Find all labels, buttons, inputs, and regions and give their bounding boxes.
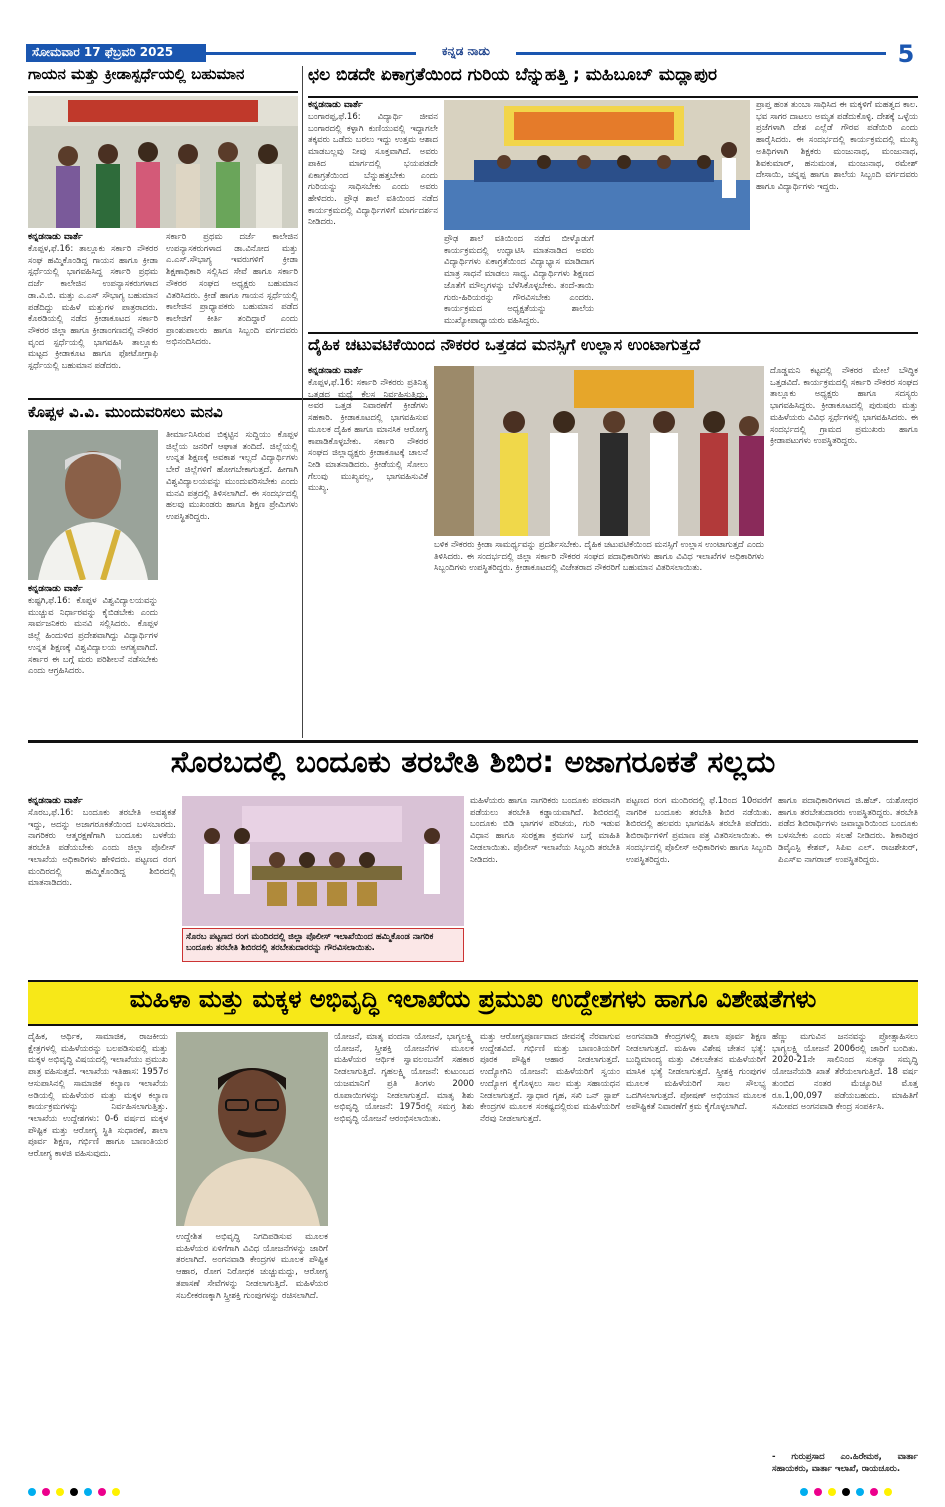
lead-headline: ಛಲ ಬಿಡದೇ ಏಕಾಗ್ರತೆಯಿಂದ ಗುರಿಯ ಬೆನ್ನುಹತ್ತಿ ; ಮಹಿಬೂಬ್ ಮದ್ಲಾಪುರ [308,66,717,85]
registration-dot [56,1488,64,1496]
sports-column-1: ಕೊಪ್ಪಳ,ಫೆ.16: ತಾಲ್ಲೂಕು ಸರ್ಕಾರಿ ನೌಕರರ ಸಂಘ ಹಮ್ಮಿಕೊಂಡಿದ್ದ ಗಾಯನ ಹಾಗೂ ಕ್ರೀಡಾ ಸ್ಪರ್ಧೆಯಲ್ಲಿ ಭಾಗವಹಿಸಿದ್ದ ಸರ್ಕಾರಿ ಪ್ರಥಮ ದರ್ಜೆ ಕಾಲೇಜಿನ ಉಪನ್ಯಾಸಕರುಗಳಾದ ಡಾ.ವಿ.ಬಿ. ಮತ್ತು ಎ.ಎಸ್ ಸೌಭಾಗ್ಯ ಬಹುಮಾನ ಪಡೆದಿದ್ದು ಮಹಿಳೆ ಮತ್ತುಗಳ ಪಾತ್ರರಾದರು. ಕೊಠಡಿಯಲ್ಲಿ ನಡೆದ ಕ್ರೀಡಾಕೂಟದ ಸರ್ಕಾರಿ ನೌಕರರ ಜಿಲ್ಲಾ ಹಾಗೂ ಕ್ರೀಡಾಂಗಣದಲ್ಲಿ ನೌಕರರ ವೃಂದ ಸ್ಪರ್ಧೆಯಲ್ಲಿ ಭಾಗವಹಿಸಿ ತಾಲ್ಲೂಕು ಮಟ್ಟದ ಕ್ರೀಡಾಕೂಟ ಹಾಗೂ ಫೋಟೋಗ್ರಾಫಿ ಸ್ಪರ್ಧೆಯಲ್ಲಿ ಬಹುಮಾನ ಪಡೆದರು. [28,244,158,372]
wcd-author-photo [176,1032,328,1226]
wcd-column-6: ಹೆಣ್ಣು ಮಗುವಿನ ಜನನವನ್ನು ಪ್ರೋತ್ಸಾಹಿಸಲು ಭಾಗ್ಯಲಕ್ಷ್ಮಿ ಯೋಜನೆ 2006ರಲ್ಲಿ ಜಾರಿಗೆ ಬಂದಿತು. 2020-21ನೇ ಸಾಲಿನಿಂದ ಸುಕನ್ಯಾ ಸಮೃದ್ಧಿ ಯೋಜನೆಯಡಿ ಖಾತೆ ತೆರೆಯಲಾಗುತ್ತಿದೆ. 18 ವರ್ಷ ತುಂಬಿದ ನಂತರ ಮೆಚ್ಯೂರಿಟಿ ಮೊತ್ತ ರೂ.1,00,097 ಪಡೆಯಬಹುದು. ಮಾಹಿತಿಗೆ ಸಮೀಪದ ಅಂಗನವಾಡಿ ಕೇಂದ್ರ ಸಂಪರ್ಕಿಸಿ. [772,1032,918,1113]
health-column-1: ಕೊಪ್ಪಳ,ಫೆ.16: ಸರ್ಕಾರಿ ನೌಕರರು ಪ್ರತಿನಿತ್ಯ ಒತ್ತಡದ ಮಧ್ಯೆ ಕೆಲಸ ನಿರ್ವಹಿಸುತ್ತಿದ್ದು, ಅವರ ಒತ್ತಡ ನಿವಾರಣೆಗೆ ಕ್ರೀಡೆಗಳು ಸಹಕಾರಿ. ಕ್ರೀಡಾಕೂಟದಲ್ಲಿ ಭಾಗವಹಿಸುವ ಮೂಲಕ ದೈಹಿಕ ಹಾಗೂ ಮಾನಸಿಕ ಆರೋಗ್ಯ ಕಾಪಾಡಿಕೊಳ್ಳಬೇಕು. ಸರ್ಕಾರಿ ನೌಕರರ ಸಂಘದ ಜಿಲ್ಲಾಧ್ಯಕ್ಷರು ಕ್ರೀಡಾಕೂಟಕ್ಕೆ ಚಾಲನೆ ನೀಡಿ ಮಾತನಾಡಿದರು. ಕ್ರೀಡೆಯಲ್ಲಿ ಸೋಲು ಗೆಲುವು ಮುಖ್ಯವಲ್ಲ, ಭಾಗವಹಿಸುವಿಕೆ ಮುಖ್ಯ. [308,378,428,494]
health-column-2: ಬಳಿಕ ನೌಕರರು ಕ್ರೀಡಾ ಸಾಮರ್ಥ್ಯವನ್ನು ಪ್ರದರ್ಶಿಸಬೇಕು. ದೈಹಿಕ ಚಟುವಟಿಕೆಯಿಂದ ಮನಸ್ಸಿಗೆ ಉಲ್ಲಾಸ ಉಂಟಾಗುತ್ತದೆ ಎಂದು ತಿಳಿಸಿದರು. ಈ ಸಂದರ್ಭದಲ್ಲಿ ಜಿಲ್ಲಾ ಸರ್ಕಾರಿ ನೌಕರರ ಸಂಘದ ಪದಾಧಿಕಾರಿಗಳು ಹಾಗೂ ವಿವಿಧ ಇಲಾಖೆಗಳ ಅಧಿಕಾರಿಗಳು ಸಿಬ್ಬಂದಿಗಳು ಉಪಸ್ಥಿತರಿದ್ದರು. ಕ್ರೀಡಾಕೂಟದಲ್ಲಿ ವಿಜೇತರಾದ ನೌಕರರಿಗೆ ಬಹುಮಾನ ವಿತರಿಸಲಾಯಿತು. [434,540,764,574]
wcd-column-5: ಅಂಗನವಾಡಿ ಕೇಂದ್ರಗಳಲ್ಲಿ ಶಾಲಾ ಪೂರ್ವ ಶಿಕ್ಷಣ ನೀಡಲಾಗುತ್ತದೆ. ಮಹಿಳಾ ವಿಶೇಷ ಚೇತನ ಭತ್ಯೆ: ಬುದ್ಧಿಮಾಂದ್ಯ ಮತ್ತು ವಿಕಲಚೇತನ ಮಹಿಳೆಯರಿಗೆ ಮಾಸಿಕ ಭತ್ಯೆ ನೀಡಲಾಗುತ್ತದೆ. ಸ್ತ್ರೀಶಕ್ತಿ ಗುಂಪುಗಳ ಮೂಲಕ ಮಹಿಳೆಯರಿಗೆ ಸಾಲ ಸೌಲಭ್ಯ ಒದಗಿಸಲಾಗುತ್ತದೆ. ಪೋಷಣ್ ಅಭಿಯಾನ ಮೂಲಕ ಅಪೌಷ್ಟಿಕತೆ ನಿವಾರಣೆಗೆ ಕ್ರಮ ಕೈಗೊಳ್ಳಲಾಗಿದೆ. [626,1032,766,1113]
wcd-signature: - ಗುರುಪ್ರಸಾದ ಎಂ.ಹಿರೇಮಠ, ವಾರ್ತಾ ಸಹಾಯಕರು, ವಾರ್ತಾ ಇಲಾಖೆ, ರಾಯಚೂರು. [772,1452,918,1474]
registration-marks-left [28,1488,148,1498]
training-photo-caption: ಸೊರಬ ಪಟ್ಟಣದ ರಂಗ ಮಂದಿರದಲ್ಲಿ ಜಿಲ್ಲಾ ಪೊಲೀಸ್ ಇಲಾಖೆಯಿಂದ ಹಮ್ಮಿಕೊಂಡ ನಾಗರಿಕ ಬಂದೂಕು ತರಬೇತಿ ಶಿಬಿರದಲ್ಲಿ ತರಬೇತುದಾರರನ್ನು ಗೌರವಿಸಲಾಯಿತು. [182,928,464,962]
wcd-column-1: ದೈಹಿಕ, ಆರ್ಥಿಕ, ಸಾಮಾಜಿಕ, ರಾಜಕೀಯ ಕ್ಷೇತ್ರಗಳಲ್ಲಿ ಮಹಿಳೆಯರನ್ನು ಬಲಪಡಿಸುವಲ್ಲಿ ಮತ್ತು ಮಕ್ಕಳ ಅಭಿವೃದ್ಧಿ ವಿಷಯದಲ್ಲಿ ಇಲಾಖೆಯು ಪ್ರಮುಖ ಪಾತ್ರ ವಹಿಸುತ್ತದೆ. ಇಲಾಖೆಯ ಇತಿಹಾಸ: 1957ರ ಆಸುಪಾಸಿನಲ್ಲಿ ಸಾಮಾಜಿಕ ಕಲ್ಯಾಣ ಇಲಾಖೆಯ ಅಡಿಯಲ್ಲಿ ಮಹಿಳೆಯರ ಮತ್ತು ಮಕ್ಕಳ ಕಲ್ಯಾಣ ಕಾರ್ಯಕ್ರಮಗಳನ್ನು ನಿರ್ವಹಿಸಲಾಗುತ್ತಿತ್ತು. ಇಲಾಖೆಯ ಉದ್ದೇಶಗಳು: 0-6 ವರ್ಷದ ಮಕ್ಕಳ ಪೌಷ್ಟಿಕ ಮತ್ತು ಆರೋಗ್ಯ ಸ್ಥಿತಿ ಸುಧಾರಣೆ, ಶಾಲಾ ಪೂರ್ವ ಶಿಕ್ಷಣ, ಗರ್ಭಿಣಿ ಹಾಗೂ ಬಾಣಂತಿಯರ ಆರೋಗ್ಯ ಕಾಳಜಿ ವಹಿಸುವುದು. [28,1032,168,1160]
registration-dot [814,1488,822,1496]
masthead-rule [206,52,886,55]
koppal-byline: ಕನ್ನಡನಾಡು ವಾರ್ತೆ [28,584,83,594]
masthead-date: ಸೋಮವಾರ 17 ಫೆಬ್ರವರಿ 2025 [26,44,206,62]
registration-dot [800,1488,808,1496]
registration-dot [70,1488,78,1496]
health-headline: ದೈಹಿಕ ಚಟುವಟಿಕೆಯಿಂದ ನೌಕರರ ಒತ್ತಡದ ಮನಸ್ಸಿಗೆ ಉಲ್ಲಾಸ ಉಂಟಾಗುತ್ತದೆ [308,336,701,354]
koppal-headline: ಕೊಪ್ಪಳ ವಿ.ವಿ. ಮುಂದುವರಿಸಲು ಮನವಿ [28,404,223,421]
lead-byline: ಕನ್ನಡನಾಡು ವಾರ್ತೆ [308,100,363,110]
registration-dot [828,1488,836,1496]
column-divider-left [302,66,303,738]
training-photo [182,796,464,926]
health-photo [434,366,764,536]
lead-column-2: ಪ್ರೌಢ ಶಾಲೆ ವತಿಯಿಂದ ನಡೆದ ಬೀಳ್ಕೊಡುಗೆ ಕಾರ್ಯಕ್ರಮದಲ್ಲಿ ಉದ್ಘಾಟಿಸಿ ಮಾತನಾಡಿದ ಅವರು ವಿದ್ಯಾರ್ಥಿಗಳು ಏಕಾಗ್ರತೆಯಿಂದ ವಿದ್ಯಾಭ್ಯಾಸ ಮಾಡಿದಾಗ ಮಾತ್ರ ಸಾಧನೆ ಮಾಡಲು ಸಾಧ್ಯ. ವಿದ್ಯಾರ್ಥಿಗಳು ಶಿಕ್ಷಣದ ಜೊತೆಗೆ ಮೌಲ್ಯಗಳನ್ನು ಬೆಳೆಸಿಕೊಳ್ಳಬೇಕು. ತಂದೆ-ತಾಯಿ ಗುರು-ಹಿರಿಯರನ್ನು ಗೌರವಿಸಬೇಕು ಎಂದರು. ಕಾರ್ಯಕ್ರಮದ ಅಧ್ಯಕ್ಷತೆಯನ್ನು ಶಾಲೆಯ ಮುಖ್ಯೋಪಾಧ್ಯಾಯರು ವಹಿಸಿದ್ದರು. [444,234,594,327]
sports-byline: ಕನ್ನಡನಾಡು ವಾರ್ತೆ [28,232,83,242]
sports-column-2: ಸರ್ಕಾರಿ ಪ್ರಥಮ ದರ್ಜೆ ಕಾಲೇಜಿನ ಉಪನ್ಯಾಸಕರುಗಳಾದ ಡಾ.ವಿನೋದ ಮತ್ತು ಎ.ಎಸ್.ಸೌಭಾಗ್ಯ ಇವರುಗಳಿಗೆ ಕ್ರೀಡಾ ಶಿಕ್ಷಣಾಧಿಕಾರಿ ಸಲ್ಲಿಸಿದ ಸೇವೆ ಹಾಗೂ ಸರ್ಕಾರಿ ನೌಕರರ ಸಂಘದ ಅಧ್ಯಕ್ಷರು ಬಹುಮಾನ ವಿತರಿಸಿದರು. ಕ್ರೀಡೆ ಹಾಗೂ ಗಾಯನ ಸ್ಪರ್ಧೆಯಲ್ಲಿ ಕಾಲೇಜಿನ ಪ್ರಾಧ್ಯಾಪಕರು ಬಹುಮಾನ ಪಡೆದ ಕಾಲೇಜಿಗೆ ಕೀರ್ತಿ ತಂದಿದ್ದಾರೆ ಎಂದು ಪ್ರಾಂಶುಪಾಲರು ಹಾಗೂ ಸಿಬ್ಬಂದಿ ವರ್ಗದವರು ಅಭಿನಂದಿಸಿದರು. [166,232,298,348]
koppal-column-1: ಕುಷ್ಟಗಿ,ಫೆ.16: ಕೊಪ್ಪಳ ವಿಶ್ವವಿದ್ಯಾಲಯವನ್ನು ಮುಚ್ಚುವ ನಿರ್ಧಾರವನ್ನು ಕೈಬಿಡಬೇಕು ಎಂದು ಸಾರ್ವಜನಿಕರು ಮನವಿ ಸಲ್ಲಿಸಿದರು. ಕೊಪ್ಪಳ ಜಿಲ್ಲೆ ಹಿಂದುಳಿದ ಪ್ರದೇಶವಾಗಿದ್ದು ವಿದ್ಯಾರ್ಥಿಗಳ ಉನ್ನತ ಶಿಕ್ಷಣಕ್ಕೆ ವಿಶ್ವವಿದ್ಯಾಲಯ ಅಗತ್ಯವಾಗಿದೆ. ಸರ್ಕಾರ ಈ ಬಗ್ಗೆ ಮರು ಪರಿಶೀಲನೆ ನಡೆಸಬೇಕು ಎಂದು ಆಗ್ರಹಿಸಿದರು. [28,596,158,677]
wcd-headline: ಮಹಿಳಾ ಮತ್ತು ಮಕ್ಕಳ ಅಭಿವೃದ್ಧಿ ಇಲಾಖೆಯ ಪ್ರಮುಖ ಉದ್ದೇಶಗಳು ಹಾಗೂ ವಿಶೇಷತೆಗಳು [129,986,817,1013]
registration-dot [870,1488,878,1496]
sports-photo [28,96,298,228]
lead-column-3: ಪ್ರಾಪ್ತ ಹಂತ ತುಂಬಾ ಸಾಧಿಸಿದ ಈ ಮಕ್ಕಳಿಗೆ ಮಹತ್ವದ ಕಾಲ. ಭವ ಸಾಗರ ದಾಟಲು ಅಮೃತ ಪಡೆದುಕೊಳ್ಳಿ. ದೇಶಕ್ಕೆ ಒಳ್ಳೆಯ ಪ್ರಜೆಗಳಾಗಿ ದೇಶ ಎಲ್ಲೆಡೆ ಗೌರವ ಪಡೆಯಿರಿ ಎಂದು ಹಾರೈಸಿದರು. ಈ ಸಂದರ್ಭದಲ್ಲಿ ಕಾರ್ಯಕ್ರಮದಲ್ಲಿ ಮುಖ್ಯ ಅತಿಥಿಗಳಾಗಿ ಶಿಕ್ಷಕರು ಮಂಜುನಾಥ, ಮಂಜುನಾಥ, ಶಿವಕುಮಾರ್, ಹನುಮಂತ, ಮಂಜುನಾಥ, ರಮೇಶ್ ದೇಸಾಯಿ, ಚನ್ನಪ್ಪ ಹಾಗೂ ಶಾಲೆಯ ಸಿಬ್ಬಂದಿ ವರ್ಗದವರು ಹಾಗೂ ವಿದ್ಯಾರ್ಥಿಗಳು ಇದ್ದರು. [756,100,918,193]
registration-dot [112,1488,120,1496]
training-column-2: ಮಹಿಳೆಯರು ಹಾಗೂ ನಾಗರಿಕರು ಬಂದೂಕು ಪರವಾನಗಿ ಪಡೆಯಲು ತರಬೇತಿ ಕಡ್ಡಾಯವಾಗಿದೆ. ಶಿಬಿರದಲ್ಲಿ ಬಂದೂಕು ಬಿಡಿ ಭಾಗಗಳ ಪರಿಚಯ, ಗುರಿ ಇಡುವ ವಿಧಾನ ಹಾಗೂ ಸುರಕ್ಷತಾ ಕ್ರಮಗಳ ಬಗ್ಗೆ ಮಾಹಿತಿ ನೀಡಲಾಯಿತು. ಪೊಲೀಸ್ ಇಲಾಖೆಯ ಸಿಬ್ಬಂದಿ ತರಬೇತಿ ನೀಡಿದರು. [470,796,620,865]
wcd-column-2: ಉದ್ದೇಶಿತ ಅಭಿವೃದ್ಧಿ ನಿಗದಿಪಡಿಸುವ ಮೂಲಕ ಮಹಿಳೆಯರ ಏಳಿಗೆಗಾಗಿ ವಿವಿಧ ಯೋಜನೆಗಳನ್ನು ಜಾರಿಗೆ ತರಲಾಗಿದೆ. ಅಂಗನವಾಡಿ ಕೇಂದ್ರಗಳ ಮೂಲಕ ಪೌಷ್ಟಿಕ ಆಹಾರ, ರೋಗ ನಿರೋಧಕ ಚುಚ್ಚುಮದ್ದು, ಆರೋಗ್ಯ ತಪಾಸಣೆ ಸೇವೆಗಳನ್ನು ನೀಡಲಾಗುತ್ತಿದೆ. ಮಹಿಳೆಯರ ಸಬಲೀಕರಣಕ್ಕಾಗಿ ಸ್ತ್ರೀಶಕ್ತಿ ಗುಂಪುಗಳನ್ನು ರಚಿಸಲಾಗಿದೆ. [176,1232,328,1301]
health-column-3: ದೊಡ್ಡಮನಿ ಕಟ್ಟದಲ್ಲಿ ನೌಕರರ ಮೇಲೆ ಬೌದ್ಧಿಕ ಒತ್ತಡವಿದೆ. ಕಾರ್ಯಕ್ರಮದಲ್ಲಿ ಸರ್ಕಾರಿ ನೌಕರರ ಸಂಘದ ತಾಲ್ಲೂಕು ಅಧ್ಯಕ್ಷರು ಹಾಗೂ ಸದಸ್ಯರು ಭಾಗವಹಿಸಿದ್ದರು. ಕ್ರೀಡಾಕೂಟದಲ್ಲಿ ಪುರುಷರು ಮತ್ತು ಮಹಿಳೆಯರು ವಿವಿಧ ಸ್ಪರ್ಧೆಗಳಲ್ಲಿ ಭಾಗವಹಿಸಿದರು. ಈ ಸಂದರ್ಭದಲ್ಲಿ ಗ್ರಾಮದ ಪ್ರಮುಖರು ಹಾಗೂ ಕ್ರೀಡಾಪಟುಗಳು ಉಪಸ್ಥಿತರಿದ್ದರು. [770,366,918,447]
registration-dot [98,1488,106,1496]
masthead-paper-name: ಕನ್ನಡ ನಾಡು [416,44,516,62]
lead-column-1: ಬಂಗಾರಪ್ಪ,ಫೆ.16: ವಿದ್ಯಾರ್ಥಿ ಜೀವನ ಬಂಗಾರದಲ್ಲಿ ಕಳ್ಳಾಗಿ ಕುಣಿಯುವಲ್ಲಿ ಇದ್ದಾಗಲೇ ತಕ್ಕವರು ಒಡೆದು ಬರಲು ಇದ್ದು ಉತ್ತಮ ಆಶಾದ ಮಾಡಬಲ್ಲವು ನೀವು ಸೂಕ್ತವಾಗಿದೆ. ಅವರು ಪಾಕಿದ ಮಾರ್ಗದಲ್ಲಿ ಭಯಪಡದೇ ಏಕಾಗ್ರತೆಯಿಂದ ಬೆನ್ನುಹತ್ತಬೇಕು ಎಂದು ಗುರಿಯನ್ನು ಸಾಧಿಸಬೇಕು ಎಂದು ಅವರು ಹೇಳಿದರು. ಪ್ರೌಢ ಶಾಲೆ ವತಿಯಿಂದ ನಡೆದ ಕಾರ್ಯಕ್ರಮದಲ್ಲಿ ವಿದ್ಯಾರ್ಥಿಗಳಿಗೆ ಮಾರ್ಗದರ್ಶನ ನೀಡಿದರು. [308,112,438,228]
wcd-column-3: ಯೋಜನೆ, ಮಾತೃ ವಂದನಾ ಯೋಜನೆ, ಭಾಗ್ಯಲಕ್ಷ್ಮಿ ಯೋಜನೆ, ಸ್ತ್ರೀಶಕ್ತಿ ಯೋಜನೆಗಳ ಮೂಲಕ ಮಹಿಳೆಯರ ಆರ್ಥಿಕ ಸ್ವಾವಲಂಬನೆಗೆ ಸಹಕಾರ ನೀಡಲಾಗುತ್ತಿದೆ. ಗೃಹಲಕ್ಷ್ಮಿ ಯೋಜನೆ: ಕುಟುಂಬದ ಯಜಮಾನಿಗೆ ಪ್ರತಿ ತಿಂಗಳು 2000 ರೂಪಾಯಿಗಳನ್ನು ನೀಡಲಾಗುತ್ತದೆ. ಮಾತೃ ಶಿಶು ಅಭಿವೃದ್ಧಿ ಯೋಜನೆ: 1975ರಲ್ಲಿ ಸಮಗ್ರ ಶಿಶು ಅಭಿವೃದ್ಧಿ ಯೋಜನೆ ಆರಂಭಿಸಲಾಯಿತು. [334,1032,474,1125]
registration-marks-right [800,1488,920,1498]
training-top-rule [28,740,918,743]
lead-photo [444,100,750,230]
registration-dot [842,1488,850,1496]
registration-dot [856,1488,864,1496]
registration-dot [42,1488,50,1496]
koppal-portrait-photo [28,430,158,580]
training-byline: ಕನ್ನಡನಾಡು ವಾರ್ತೆ [28,796,83,806]
registration-dot [28,1488,36,1496]
sports-rule [28,91,298,93]
training-column-4: ಹಾಗೂ ಪದಾಧಿಕಾರಿಗಳಾದ ಜಿ.ಹೆಚ್. ಯಶೋಧರ ಹಾಗೂ ತರಬೇತುದಾರರು ಉಪಸ್ಥಿತರಿದ್ದರು. ತರಬೇತಿ ಪಡೆದ ಶಿಬಿರಾರ್ಥಿಗಳು ಜವಾಬ್ದಾರಿಯಿಂದ ಬಂದೂಕು ಬಳಸಬೇಕು ಎಂದು ಸಲಹೆ ನೀಡಿದರು. ಶಿಕಾರಿಪುರ ಡಿವೈಎಸ್ಪಿ ಕೇಶವ್, ಸಿಪಿಐ ಎಲ್. ರಾಜಶೇಖರ್, ಪಿಎಸ್ಐ ನಾಗರಾಜ್ ಉಪಸ್ಥಿತರಿದ್ದರು. [778,796,918,865]
page-number: 5 [897,40,915,68]
health-top-rule [308,332,918,334]
sports-headline: ಗಾಯನ ಮತ್ತು ಕ್ರೀಡಾಸ್ಪರ್ಧೆಯಲ್ಲಿ ಬಹುಮಾನ [28,66,245,83]
training-column-3: ಪಟ್ಟಣದ ರಂಗ ಮಂದಿರದಲ್ಲಿ ಫೆ.1ರಿಂದ 10ರವರೆಗೆ ನಾಗರಿಕ ಬಂದೂಕು ತರಬೇತಿ ಶಿಬಿರ ನಡೆಯಿತು. ಶಿಬಿರದಲ್ಲಿ ಹಲವರು ಭಾಗವಹಿಸಿ ತರಬೇತಿ ಪಡೆದರು. ಶಿಬಿರಾರ್ಥಿಗಳಿಗೆ ಪ್ರಮಾಣ ಪತ್ರ ವಿತರಿಸಲಾಯಿತು. ಈ ಸಂದರ್ಭದಲ್ಲಿ ಪೊಲೀಸ್ ಅಧಿಕಾರಿಗಳು ಹಾಗೂ ಸಿಬ್ಬಂದಿ ಉಪಸ್ಥಿತರಿದ್ದರು. [626,796,772,865]
registration-dot [84,1488,92,1496]
koppal-column-2: ತೀರ್ಮಾನಿಸಿರುವ ಬಿಕ್ಕಟ್ಟಿನ ಸುದ್ದಿಯು ಕೊಪ್ಪಳ ಜಿಲ್ಲೆಯ ಜನರಿಗೆ ಆಘಾತ ತಂದಿದೆ. ಜಿಲ್ಲೆಯಲ್ಲಿ ಉನ್ನತ ಶಿಕ್ಷಣಕ್ಕೆ ಅವಕಾಶ ಇಲ್ಲದೆ ವಿದ್ಯಾರ್ಥಿಗಳು ಬೇರೆ ಜಿಲ್ಲೆಗಳಿಗೆ ಹೋಗಬೇಕಾಗುತ್ತದೆ. ಹೀಗಾಗಿ ವಿಶ್ವವಿದ್ಯಾಲಯವನ್ನು ಮುಂದುವರಿಸಬೇಕು ಎಂದು ಮನವಿ ಪತ್ರದಲ್ಲಿ ತಿಳಿಸಲಾಗಿದೆ. ಈ ಸಂದರ್ಭದಲ್ಲಿ ಹಲವು ಮುಖಂಡರು ಹಾಗೂ ಶಿಕ್ಷಣ ಪ್ರೇಮಿಗಳು ಉಪಸ್ಥಿತರಿದ್ದರು. [166,430,298,523]
lead-rule [308,96,918,98]
training-column-1: ಸೊರಬ,ಫೆ.16: ಬಂದೂಕು ತರಬೇತಿ ಅವಶ್ಯಕತೆ ಇದ್ದು, ಅದನ್ನು ಅಜಾಗರೂಕತೆಯಿಂದ ಬಳಸಬಾರದು. ನಾಗರಿಕರು ಆತ್ಮರಕ್ಷಣೆಗಾಗಿ ಬಂದೂಕು ಬಳಕೆಯ ತರಬೇತಿ ಪಡೆಯಬೇಕು ಎಂದು ಜಿಲ್ಲಾ ಪೊಲೀಸ್ ಇಲಾಖೆಯ ಅಧಿಕಾರಿಗಳು ಹೇಳಿದರು. ಪಟ್ಟಣದ ರಂಗ ಮಂದಿರದಲ್ಲಿ ಹಮ್ಮಿಕೊಂಡಿದ್ದ ಶಿಬಿರದಲ್ಲಿ ಮಾತನಾಡಿದರು. [28,808,176,889]
registration-dot [884,1488,892,1496]
wcd-column-4: ಮತ್ತು ಆರೋಗ್ಯಪೂರ್ಣವಾದ ಜೀವನಕ್ಕೆ ನೆರವಾಗುವ ಉದ್ದೇಶವಿದೆ. ಗರ್ಭಿಣಿ ಮತ್ತು ಬಾಣಂತಿಯರಿಗೆ ಪೂರಕ ಪೌಷ್ಟಿಕ ಆಹಾರ ನೀಡಲಾಗುತ್ತದೆ. ಉದ್ಯೋಗಿನಿ ಯೋಜನೆ: ಮಹಿಳೆಯರಿಗೆ ಸ್ವಯಂ ಉದ್ಯೋಗ ಕೈಗೊಳ್ಳಲು ಸಾಲ ಮತ್ತು ಸಹಾಯಧನ ನೀಡಲಾಗುತ್ತದೆ. ಸ್ವಾಧಾರ ಗೃಹ, ಸಖಿ ಒನ್ ಸ್ಟಾಪ್ ಕೇಂದ್ರಗಳ ಮೂಲಕ ಸಂಕಷ್ಟದಲ್ಲಿರುವ ಮಹಿಳೆಯರಿಗೆ ನೆರವು ನೀಡಲಾಗುತ್ತದೆ. [480,1032,620,1125]
training-headline: ಸೊರಬದಲ್ಲಿ ಬಂದೂಕು ತರಬೇತಿ ಶಿಬಿರ: ಅಜಾಗರೂಕತೆ ಸಲ್ಲದು [170,746,776,780]
health-byline: ಕನ್ನಡನಾಡು ವಾರ್ತೆ [308,366,363,376]
